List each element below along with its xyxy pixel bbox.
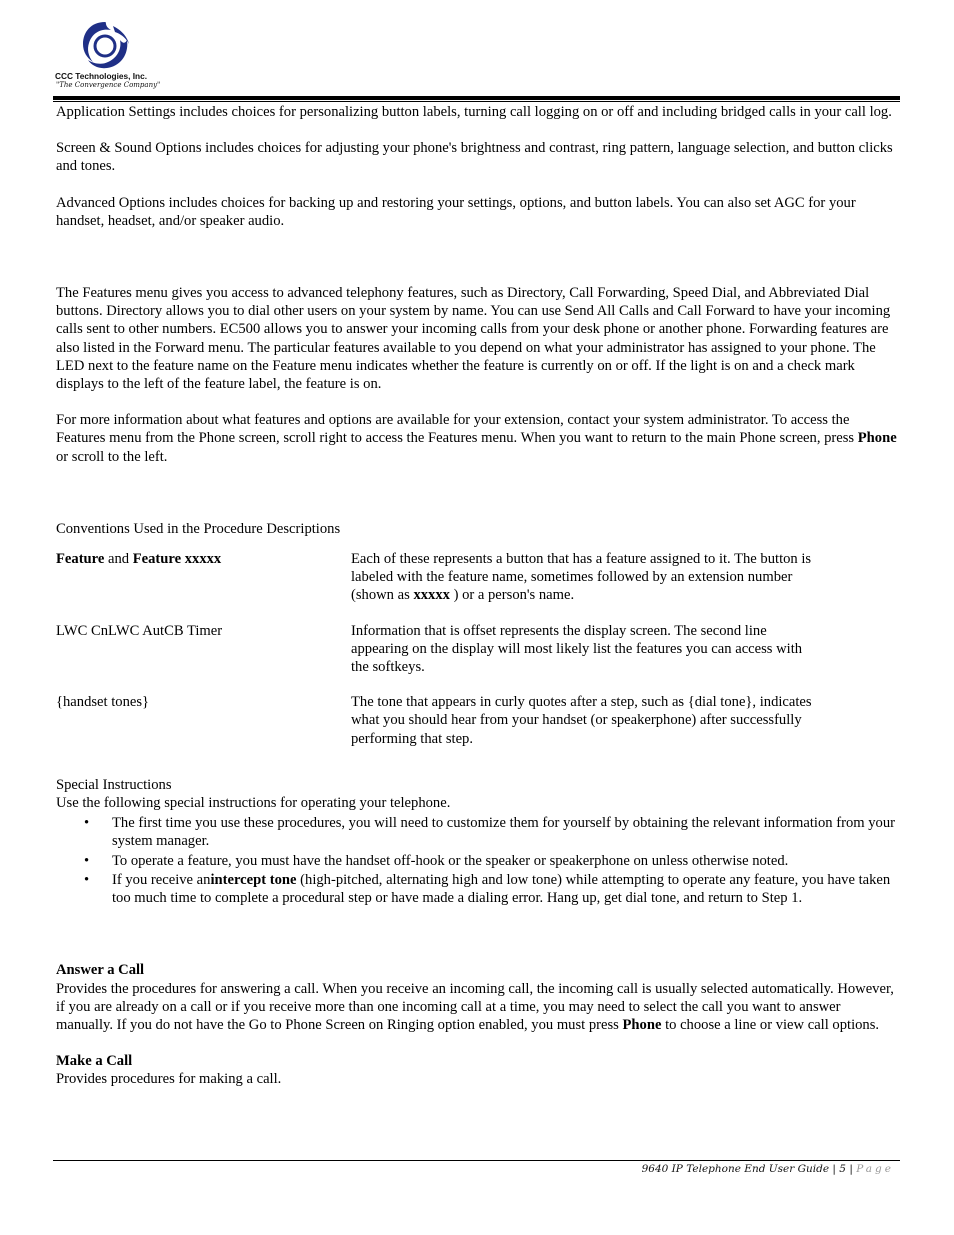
special-instructions-title: Special Instructions bbox=[56, 776, 172, 793]
make-call-heading: Make a Call bbox=[56, 1053, 133, 1070]
convention-row-tones bbox=[56, 693, 901, 748]
paragraph-more-info: For more information about what features and options are available for your extension, contact your system administrator. To access the Features menu from the Phone screen, scroll right to access the Features menu. When you want to return to the main Phone screen, press Phone or scroll to the left. bbox=[56, 412, 897, 465]
special-instructions-intro: Use the following special instructions for operating your telephone. bbox=[56, 795, 451, 812]
page-number: 5 bbox=[839, 1163, 846, 1175]
paragraph-features-menu: The Features menu gives you access to advanced telephony features, such as Directory, Call Forwarding, Speed Dial, and Abbreviated Dial buttons. Directory allows you to dial other users on your system by name. You can use Send All Calls and Call Forward to have your incoming calls sent to other numbers. EC500 allows you to answer your incoming calls from your desk phone or another phone. Forwarding features are also listed in the Forward menu. The particular features available to you depend on what your administrator has assigned to your phone. The LED next to the feature name on the Feature menu indicates whether the feature is currently on or off. If the light is on and a check mark displays to the left of the feature label, the feature is on. bbox=[56, 285, 891, 393]
convention-term: {handset tones} bbox=[56, 694, 150, 711]
convention-row-feature bbox=[56, 550, 901, 605]
convention-description: Each of these represents a button that has a feature assigned to it. The button is labeled with the feature name, sometimes followed by an extension number (shown as xxxxx ) or a person's name. bbox=[351, 551, 812, 604]
page-content bbox=[56, 103, 901, 1089]
paragraph-screen-sound: Screen & Sound Options includes choices for adjusting your phone's brightness and contrast, ring pattern, language selection, and button clicks and tones. bbox=[56, 140, 893, 175]
footer-rule bbox=[53, 1160, 900, 1161]
convention-description: The tone that appears in curly quotes after a step, such as {dial tone}, indicates what you should hear from your handset (or speakerphone) after successfully performing that step. bbox=[351, 694, 812, 747]
company-logo bbox=[53, 18, 163, 94]
paragraph-advanced-options: Advanced Options includes choices for backing up and restoring your settings, options, and button labels. You can also set AGC for your handset, headset, and/or speaker audio. bbox=[56, 194, 856, 229]
convention-term: Feature and Feature xxxxx bbox=[56, 551, 222, 568]
list-item: • The first time you use these procedures, you will need to customize them for yourself by obtaining the relevant information from your system manager. bbox=[84, 815, 895, 850]
header-rule-thin bbox=[53, 101, 900, 102]
header-rule-thick bbox=[53, 96, 900, 100]
page-word: Page bbox=[856, 1163, 894, 1175]
company-tagline: "The Convergence Company" bbox=[56, 81, 161, 89]
bullet-icon: • bbox=[84, 852, 90, 869]
convention-row-display bbox=[56, 622, 901, 677]
answer-call-text: Provides the procedures for answering a call. When you receive an incoming call, the incoming call is usually selected automatically. However, if you are already on a call or if you receive more than one incoming call at a time, you may need to select the call you want to answer manually. If you do not have the Go to Phone Screen on Ringing option enabled, you must press Phone to choose a line or view call options. bbox=[56, 980, 894, 1033]
page-footer: 9640 IP Telephone End User Guide | 5 | Page bbox=[641, 1163, 894, 1175]
bullet-icon: • bbox=[84, 815, 90, 832]
list-item: • If you receive anintercept tone (high-pitched, alternating high and low tone) while attempting to operate any feature, you have taken too much time to complete a procedural step or have made a dialing error. Hang up, get dial tone, and return to Step 1. bbox=[84, 871, 891, 907]
paragraph-application-settings: Application Settings includes choices for personalizing button labels, turning call logging on or off and including bridged calls in your call log. bbox=[56, 104, 892, 120]
convention-description: Information that is offset represents the display screen. The second line appearing on the display will most likely list the features you can access with the softkeys. bbox=[351, 622, 803, 676]
bullet-icon: • bbox=[84, 871, 90, 888]
list-item: • To operate a feature, you must have the handset off-hook or the speaker or speakerphone on unless otherwise noted. bbox=[84, 852, 789, 869]
make-call-text: Provides procedures for making a call. bbox=[56, 1071, 282, 1088]
company-name: CCC Technologies, Inc. bbox=[55, 71, 148, 81]
phone-keyword: Phone bbox=[857, 430, 897, 447]
convention-term: LWC CnLWC AutCB Timer bbox=[56, 622, 223, 639]
guide-title: 9640 IP Telephone End User Guide bbox=[641, 1163, 830, 1175]
conventions-title: Conventions Used in the Procedure Descriptions bbox=[56, 520, 341, 537]
special-instructions-list bbox=[56, 814, 901, 907]
swirl-logo-icon bbox=[77, 18, 133, 74]
answer-call-heading: Answer a Call bbox=[56, 962, 145, 979]
